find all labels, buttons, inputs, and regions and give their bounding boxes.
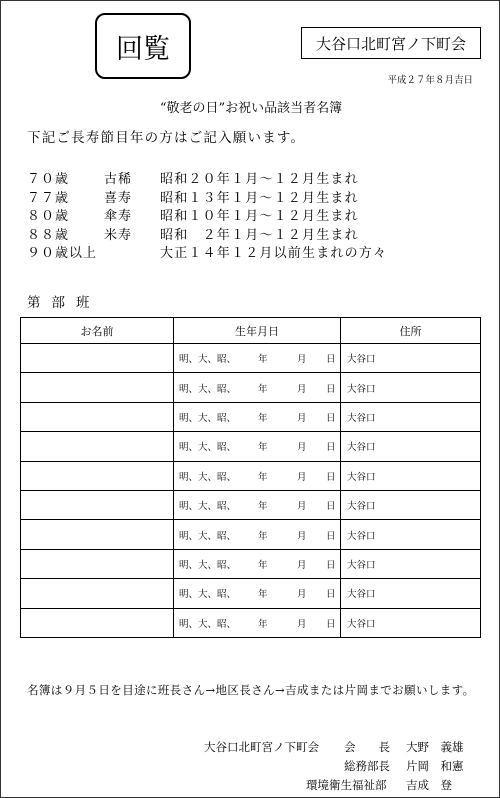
birthdate-field[interactable]	[174, 402, 341, 431]
age-celebration: 喜寿	[104, 190, 133, 206]
day-label: 日	[326, 559, 336, 571]
kairan-stamp: 回覧	[95, 13, 191, 79]
month-label: 月	[297, 501, 307, 513]
address-field[interactable]	[341, 373, 481, 402]
month-label: 月	[297, 383, 307, 395]
day-label: 日	[326, 354, 336, 366]
address-prefix: 大谷口	[347, 442, 376, 454]
year-label: 年	[258, 589, 268, 601]
table-row	[21, 373, 481, 402]
birth-period: 昭和１０年１月～１２月生まれ	[160, 209, 359, 224]
year-label: 年	[258, 442, 268, 454]
name-field[interactable]	[21, 402, 174, 431]
year-label: 年	[258, 471, 268, 483]
address-prefix: 大谷口	[347, 618, 376, 630]
signature-org: 大谷口北町宮ノ下町会	[204, 740, 319, 754]
birth-period: 昭和２０年１月～１２月生まれ	[160, 172, 359, 187]
address-prefix: 大谷口	[347, 559, 376, 571]
age-label: ８０歳	[27, 209, 70, 224]
table-row	[21, 461, 481, 490]
age-celebration: 傘寿	[104, 209, 133, 224]
age-celebration: 米寿	[104, 227, 133, 243]
header-birthdate: 生年月日	[174, 318, 341, 344]
era-options: 明、大、昭、	[179, 589, 237, 601]
group-label: 第部班	[27, 295, 101, 311]
name-field[interactable]	[21, 432, 174, 461]
year-label: 年	[258, 530, 268, 542]
address-prefix: 大谷口	[347, 501, 376, 513]
day-label: 日	[326, 501, 336, 513]
address-prefix: 大谷口	[347, 354, 376, 366]
birthdate-field[interactable]	[174, 461, 341, 490]
era-options: 明、大、昭、	[179, 442, 237, 454]
table-row	[21, 579, 481, 608]
name-field[interactable]	[21, 461, 174, 490]
era-options: 明、大、昭、	[179, 383, 237, 395]
birth-period: 大正１４年１２月以前生まれの方々	[160, 246, 388, 261]
day-label: 日	[326, 383, 336, 395]
month-label: 月	[297, 442, 307, 454]
name-field[interactable]	[21, 579, 174, 608]
year-label: 年	[258, 383, 268, 395]
name-field[interactable]	[21, 549, 174, 578]
signature-title: 会 長	[344, 740, 390, 754]
intro-text: 下記ご長寿節目年の方はご記入願います。	[27, 130, 306, 146]
age-label: ７０歳	[27, 172, 70, 187]
issue-date: 平成２７年８月吉日	[387, 75, 473, 86]
year-label: 年	[258, 618, 268, 630]
birthdate-field[interactable]	[174, 579, 341, 608]
birthdate-field[interactable]	[174, 549, 341, 578]
name-field[interactable]	[21, 344, 174, 373]
day-label: 日	[326, 442, 336, 454]
instruction-note: 名簿は９月５日を目途に班長さん→地区長さん→吉成または片岡までお願いします。	[27, 683, 475, 697]
birthdate-field[interactable]	[174, 373, 341, 402]
birthdate-field[interactable]	[174, 520, 341, 549]
birth-period: 昭和 ２年１月～１２月生まれ	[160, 227, 359, 243]
registration-table	[20, 317, 481, 638]
year-label: 年	[258, 354, 268, 366]
signature-name: 片岡 和憲	[406, 759, 464, 773]
name-field[interactable]	[21, 490, 174, 519]
month-label: 月	[297, 559, 307, 571]
name-field[interactable]	[21, 608, 174, 637]
birthdate-field[interactable]	[174, 432, 341, 461]
day-label: 日	[326, 589, 336, 601]
birthdate-field[interactable]	[174, 490, 341, 519]
header-address: 住所	[341, 318, 481, 344]
table-row	[21, 432, 481, 461]
month-label: 月	[297, 589, 307, 601]
month-label: 月	[297, 412, 307, 424]
table-row	[21, 490, 481, 519]
signature-name: 吉成 登	[406, 778, 452, 792]
address-prefix: 大谷口	[347, 383, 376, 395]
month-label: 月	[297, 471, 307, 483]
document-title: “敬老の日”お祝い品該当者名簿	[159, 101, 343, 116]
year-label: 年	[258, 412, 268, 424]
address-field[interactable]	[341, 461, 481, 490]
table-header-row	[21, 318, 481, 344]
address-field[interactable]	[341, 579, 481, 608]
address-prefix: 大谷口	[347, 530, 376, 542]
era-options: 明、大、昭、	[179, 559, 237, 571]
era-options: 明、大、昭、	[179, 412, 237, 424]
era-options: 明、大、昭、	[179, 501, 237, 513]
month-label: 月	[297, 530, 307, 542]
era-options: 明、大、昭、	[179, 354, 237, 366]
day-label: 日	[326, 412, 336, 424]
age-celebration: 古稀	[104, 172, 133, 187]
table-row	[21, 402, 481, 431]
address-prefix: 大谷口	[347, 589, 376, 601]
table-row	[21, 549, 481, 578]
table-row	[21, 608, 481, 637]
era-options: 明、大、昭、	[179, 471, 237, 483]
month-label: 月	[297, 618, 307, 630]
age-label: ７７歳	[27, 190, 70, 206]
address-field[interactable]	[341, 344, 481, 373]
day-label: 日	[326, 471, 336, 483]
address-field[interactable]	[341, 432, 481, 461]
address-field[interactable]	[341, 402, 481, 431]
year-label: 年	[258, 501, 268, 513]
organization-box: 大谷口北町宮ノ下町会	[301, 27, 481, 59]
birthdate-field[interactable]	[174, 608, 341, 637]
era-options: 明、大、昭、	[179, 618, 237, 630]
name-field[interactable]	[21, 520, 174, 549]
address-field[interactable]	[341, 520, 481, 549]
era-options: 明、大、昭、	[179, 530, 237, 542]
table-row	[21, 520, 481, 549]
address-prefix: 大谷口	[347, 412, 376, 424]
address-prefix: 大谷口	[347, 471, 376, 483]
address-field[interactable]	[341, 549, 481, 578]
name-field[interactable]	[21, 373, 174, 402]
age-label: ９０歳以上	[27, 246, 98, 261]
day-label: 日	[326, 618, 336, 630]
signature-title: 総務部長	[344, 759, 390, 773]
birth-period: 昭和１３年１月～１２月生まれ	[160, 190, 359, 206]
age-label: ８８歳	[27, 227, 70, 243]
birthdate-field[interactable]	[174, 344, 341, 373]
signature-title: 環境衛生福祉部	[306, 778, 387, 792]
year-label: 年	[258, 559, 268, 571]
month-label: 月	[297, 354, 307, 366]
day-label: 日	[326, 530, 336, 542]
address-field[interactable]	[341, 490, 481, 519]
signature-name: 大野 義雄	[406, 740, 464, 754]
table-row	[21, 344, 481, 373]
header-name: お名前	[21, 318, 174, 344]
address-field[interactable]	[341, 608, 481, 637]
